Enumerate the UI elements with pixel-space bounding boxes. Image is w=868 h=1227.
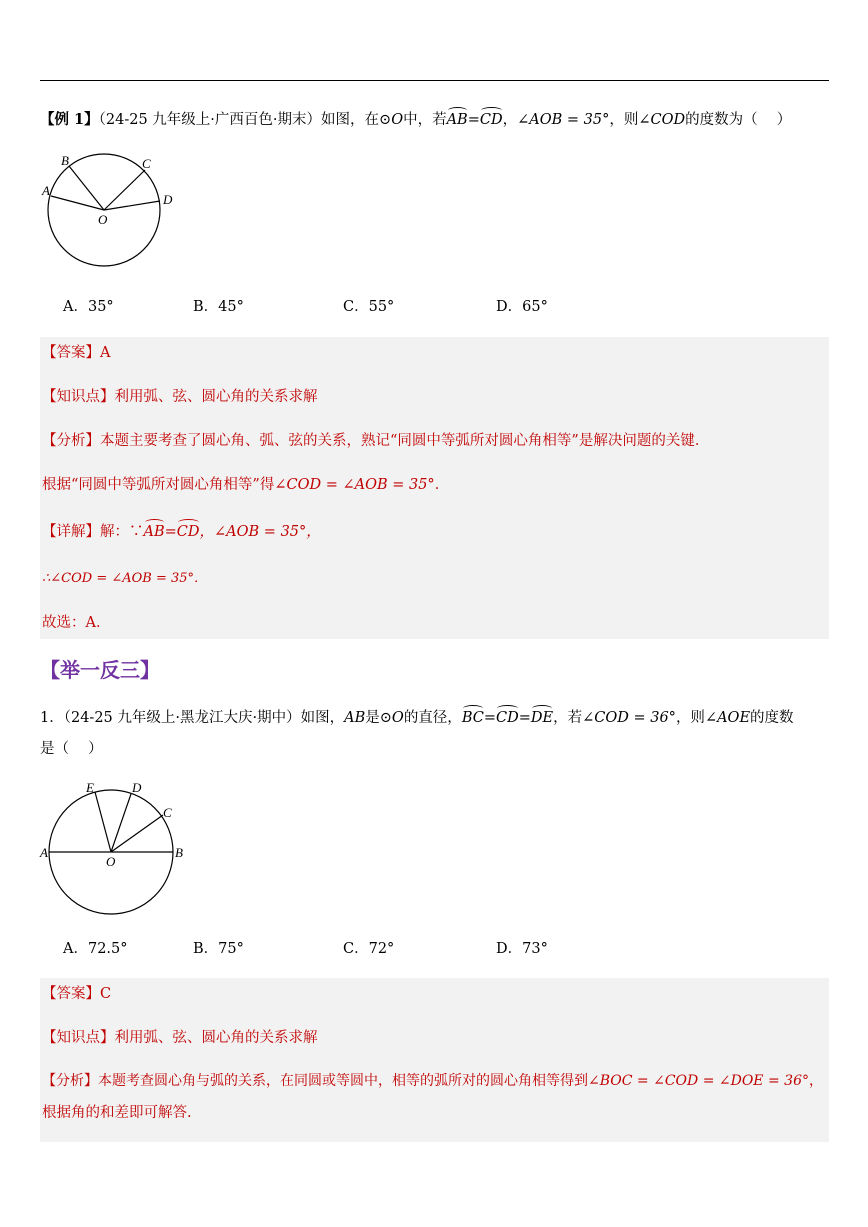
segment-ab: AB <box>344 710 366 726</box>
example1-option-b: B．45° <box>193 299 244 315</box>
circle-center-label: O <box>391 710 404 726</box>
q1-answer <box>42 982 111 1003</box>
text: 如图， <box>300 710 345 726</box>
answer-label: 【答案】 <box>42 345 100 361</box>
example1-option-c: C．55° <box>343 299 395 315</box>
text: 的度数为（ ） <box>685 112 792 128</box>
equals-sign: = <box>467 112 480 128</box>
label-b: B <box>175 845 183 860</box>
knowledge-text: 利用弧、弦、圆心角的关系求解 <box>114 1030 318 1046</box>
arc-ab: AB <box>143 524 165 540</box>
math: ∠COD = ∠AOB = 35° <box>274 477 435 493</box>
radius-ob <box>69 166 104 210</box>
circle-symbol: ⊙ <box>379 710 392 726</box>
text: 解：∵ <box>100 524 144 540</box>
label-o: O <box>98 212 108 227</box>
label-e: E <box>86 780 94 795</box>
q1-analysis-line2: 根据角的和差即可解答. <box>42 1105 192 1121</box>
math: ，∠AOB = 35°， <box>199 524 321 540</box>
example1-tag: 【例 1】 <box>40 111 99 128</box>
equals-sign: = <box>518 710 531 726</box>
q1-option-a: A．72.5° <box>63 941 128 957</box>
radius-oe <box>95 792 111 852</box>
q1-option-c: C．72° <box>343 941 395 957</box>
analysis-label: 【分析】 <box>42 433 100 449</box>
example1-choice: 故选：A． <box>42 615 111 631</box>
question-number: 1． <box>40 710 64 726</box>
answer-value: C <box>100 986 112 1002</box>
analysis-text: 本题考查圆心角与弧的关系，在同圆或等圆中，相等的弧所对的圆心角相等得到 <box>98 1073 588 1089</box>
example1-answer <box>42 341 110 362</box>
example1-question <box>40 108 791 129</box>
knowledge-text: 利用弧、弦、圆心角的关系求解 <box>114 389 318 405</box>
radius-oc <box>111 815 163 852</box>
q1-figure <box>36 775 196 920</box>
text: 是 <box>365 710 380 726</box>
label-a: A <box>42 183 50 198</box>
text: ，则 <box>675 710 705 726</box>
radius-od <box>111 794 131 852</box>
q1-analysis <box>42 1070 823 1090</box>
question-source: （24-25 九年级上·黑龙江大庆·期中） <box>63 710 301 726</box>
answer-value: A <box>100 345 111 361</box>
example1-source: （24-25 九年级上·广西百色·期末） <box>98 112 322 128</box>
knowledge-label: 【知识点】 <box>42 1030 115 1046</box>
answer-label: 【答案】 <box>42 986 100 1002</box>
equals-sign: = <box>483 710 496 726</box>
label-o: O <box>106 854 116 869</box>
arc-bc: BC <box>461 710 484 726</box>
analysis-text: 本题主要考查了圆心角、弧、弦的关系，熟记“同圆中等弧所对圆心角相等”是解决问题的关键． <box>100 433 710 449</box>
math: ∠BOC = ∠COD = ∠DOE = 36° <box>588 1073 809 1089</box>
text: 的度数 <box>750 710 794 726</box>
circle-center-label: O <box>391 112 404 128</box>
analysis-label: 【分析】 <box>42 1073 98 1089</box>
text: ． <box>434 477 450 493</box>
example1-analysis <box>42 429 709 450</box>
example1-detail <box>42 520 321 541</box>
q1-option-b: B．75° <box>193 941 244 957</box>
angle-cod: ∠COD = 36° <box>582 710 676 726</box>
arc-ab: AB <box>446 112 468 128</box>
text: 如图，在 <box>321 112 380 128</box>
angle-cod: ∠COD <box>638 112 686 128</box>
q1-question-line2: 是（ ） <box>40 741 103 757</box>
q1-option-d: D．73° <box>496 941 548 957</box>
label-b: B <box>61 153 69 168</box>
text: ， <box>808 1073 823 1089</box>
radius-oa <box>51 196 104 210</box>
angle-aob: ∠AOB = 35° <box>517 112 610 128</box>
text: 根据“同圆中等弧所对圆心角相等”得 <box>42 477 275 493</box>
label-c: C <box>163 805 172 820</box>
circle-symbol: ⊙ <box>379 112 392 128</box>
example1-option-a: A．35° <box>63 299 114 315</box>
section-title: 【举一反三】 <box>40 658 160 682</box>
detail-label: 【详解】 <box>42 524 100 540</box>
q1-knowledge <box>42 1026 318 1047</box>
example1-analysis-line2 <box>42 473 449 494</box>
example1-therefore: ∴∠COD = ∠AOB = 35°． <box>42 571 208 586</box>
knowledge-label: 【知识点】 <box>42 389 115 405</box>
angle-aoe: ∠AOE <box>704 710 751 726</box>
arc-cd: CD <box>479 112 503 128</box>
text: 的直径， <box>403 710 462 726</box>
arc-cd: CD <box>176 524 200 540</box>
text: ，若 <box>553 710 583 726</box>
arc-cd: CD <box>496 710 519 726</box>
header-rule <box>40 80 829 81</box>
text: ， <box>502 112 518 128</box>
text: ，则 <box>609 112 639 128</box>
label-d: D <box>163 192 173 207</box>
example1-option-d: D．65° <box>496 299 548 315</box>
equals-sign: = <box>164 524 177 540</box>
arc-de: DE <box>530 710 554 726</box>
example1-figure <box>36 148 176 273</box>
example1-knowledge <box>42 385 318 406</box>
label-c: C <box>142 156 151 171</box>
label-a: A <box>40 845 48 860</box>
text: 中，若 <box>403 112 447 128</box>
label-d: D <box>132 780 142 795</box>
q1-question <box>40 706 794 727</box>
